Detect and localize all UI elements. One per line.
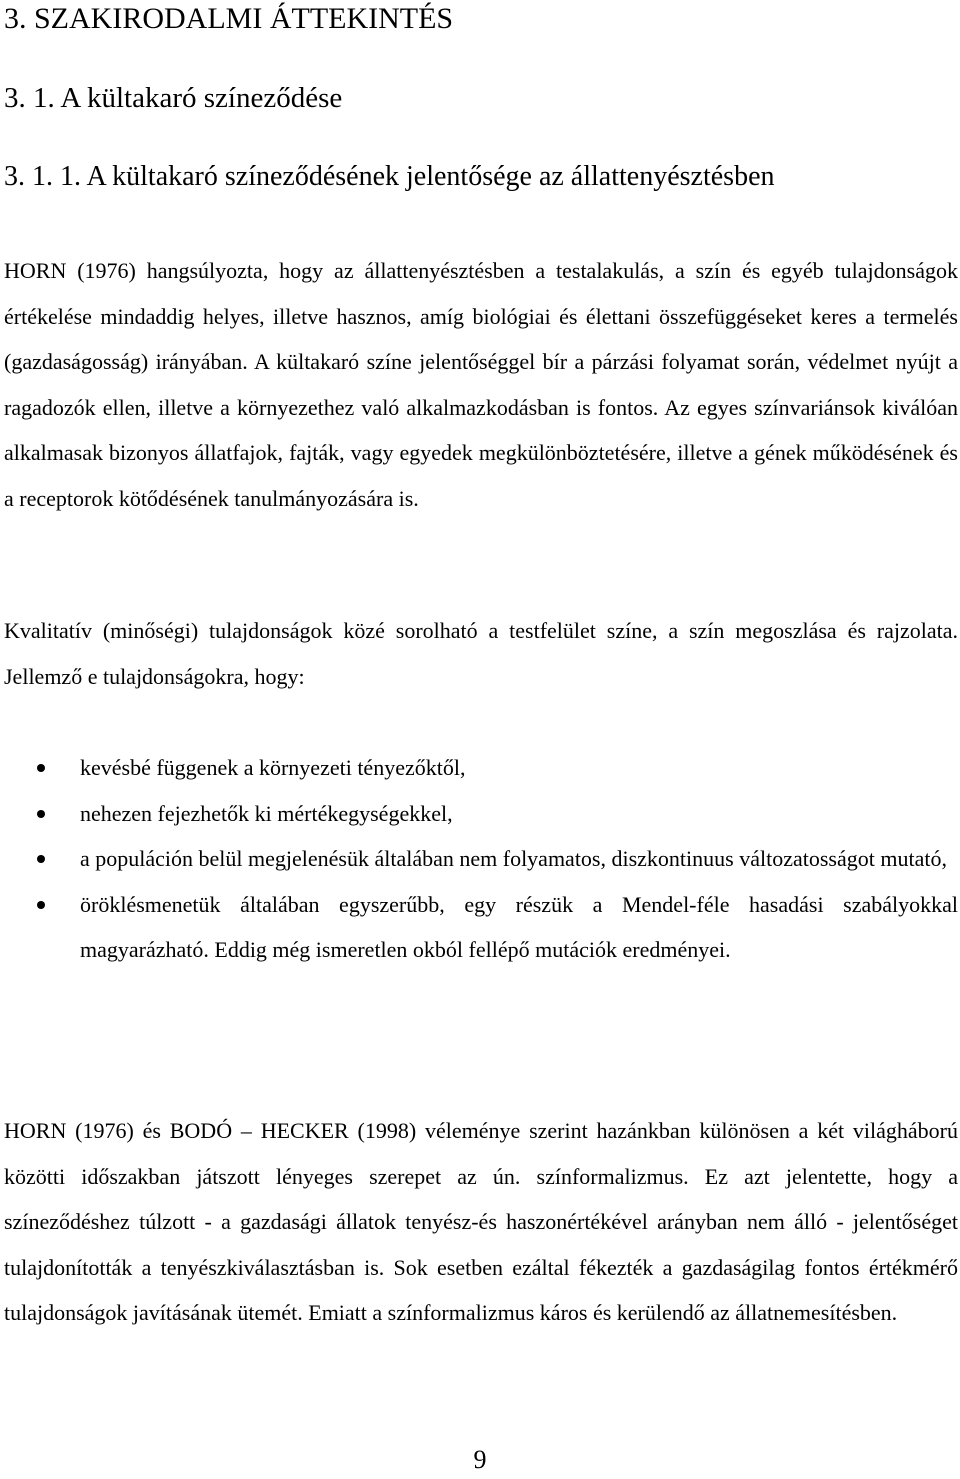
page-number: 9 — [473, 1445, 487, 1474]
paragraph-color-formalism: HORN (1976) és BODÓ – HECKER (1998) véleménye szerint hazánkban különösen a két világháború közötti időszakban játszott lényeges szerepet az ún. színformalizmus. Ez azt jelentette, hogy a színeződéshez túlzott - a gazdasági állatok tenyész-és haszonértékével arányban nem álló - jelentőséget tulajdonították a tenyészkiválasztásban is. Sok esetben ezáltal fékezték a gazdaságilag fontos értékmérő tulajdonságok javításának ütemét. Emiatt a színformalizmus káros és kerülendő az állatnemesítésben. — [4, 1118, 958, 1325]
list-item — [0, 745, 958, 791]
chapter-heading: 3. SZAKIRODALMI ÁTTEKINTÉS — [4, 2, 454, 35]
section-heading: 3. 1. A kültakaró színeződése — [4, 82, 343, 114]
bullet-icon — [37, 855, 45, 863]
bullet-icon — [37, 810, 45, 818]
list-item-text: nehezen fejezhetők ki mértékegységekkel, — [80, 800, 453, 826]
list-item-text: kevésbé függenek a környezeti tényezőktől, — [80, 755, 466, 780]
list-item — [0, 836, 958, 882]
bullet-icon — [37, 901, 45, 909]
trait-characteristics-list — [0, 745, 960, 973]
subsection-heading: 3. 1. 1. A kültakaró színeződésének jelentősége az állattenyésztésben — [4, 161, 775, 192]
paragraph-qualitative-traits: Kvalitatív (minőségi) tulajdonságok közé sorolható a testfelület színe, a szín megoszlása és rajzolata. Jellemző e tulajdonságokra, hogy: — [4, 618, 958, 689]
list-item-text: öröklésmenetük általában egyszerűbb, egy részük a Mendel-féle hasadási szabályokkal magyarázható. Eddig még ismeretlen okból fellépő mutációk eredményei. — [80, 891, 958, 962]
list-item — [0, 791, 958, 837]
list-item — [0, 882, 958, 973]
paragraph-horn-intro: HORN (1976) hangsúlyozta, hogy az állattenyésztésben a testalakulás, a szín és egyéb tulajdonságok értékelése mindaddig helyes, illetve hasznos, amíg biológiai és élettani összefüggéseket keres a termelés (gazdaságosság) irányában. A kültakaró színe jelentőséggel bír a párzási folyamat során, védelmet nyújt a ragadozók ellen, illetve a környezethez való alkalmazkodásban is fontos. Az egyes színvariánsok kiválóan alkalmasak bizonyos állatfajok, fajták, vagy egyedek megkülönböztetésére, illetve a gének működésének és a receptorok kötődésének tanulmányozására is. — [4, 258, 958, 511]
bullet-icon — [37, 764, 45, 772]
list-item-text: a populáción belül megjelenésük általában nem folyamatos, diszkontinuus változatosságot mutató, — [80, 846, 947, 871]
